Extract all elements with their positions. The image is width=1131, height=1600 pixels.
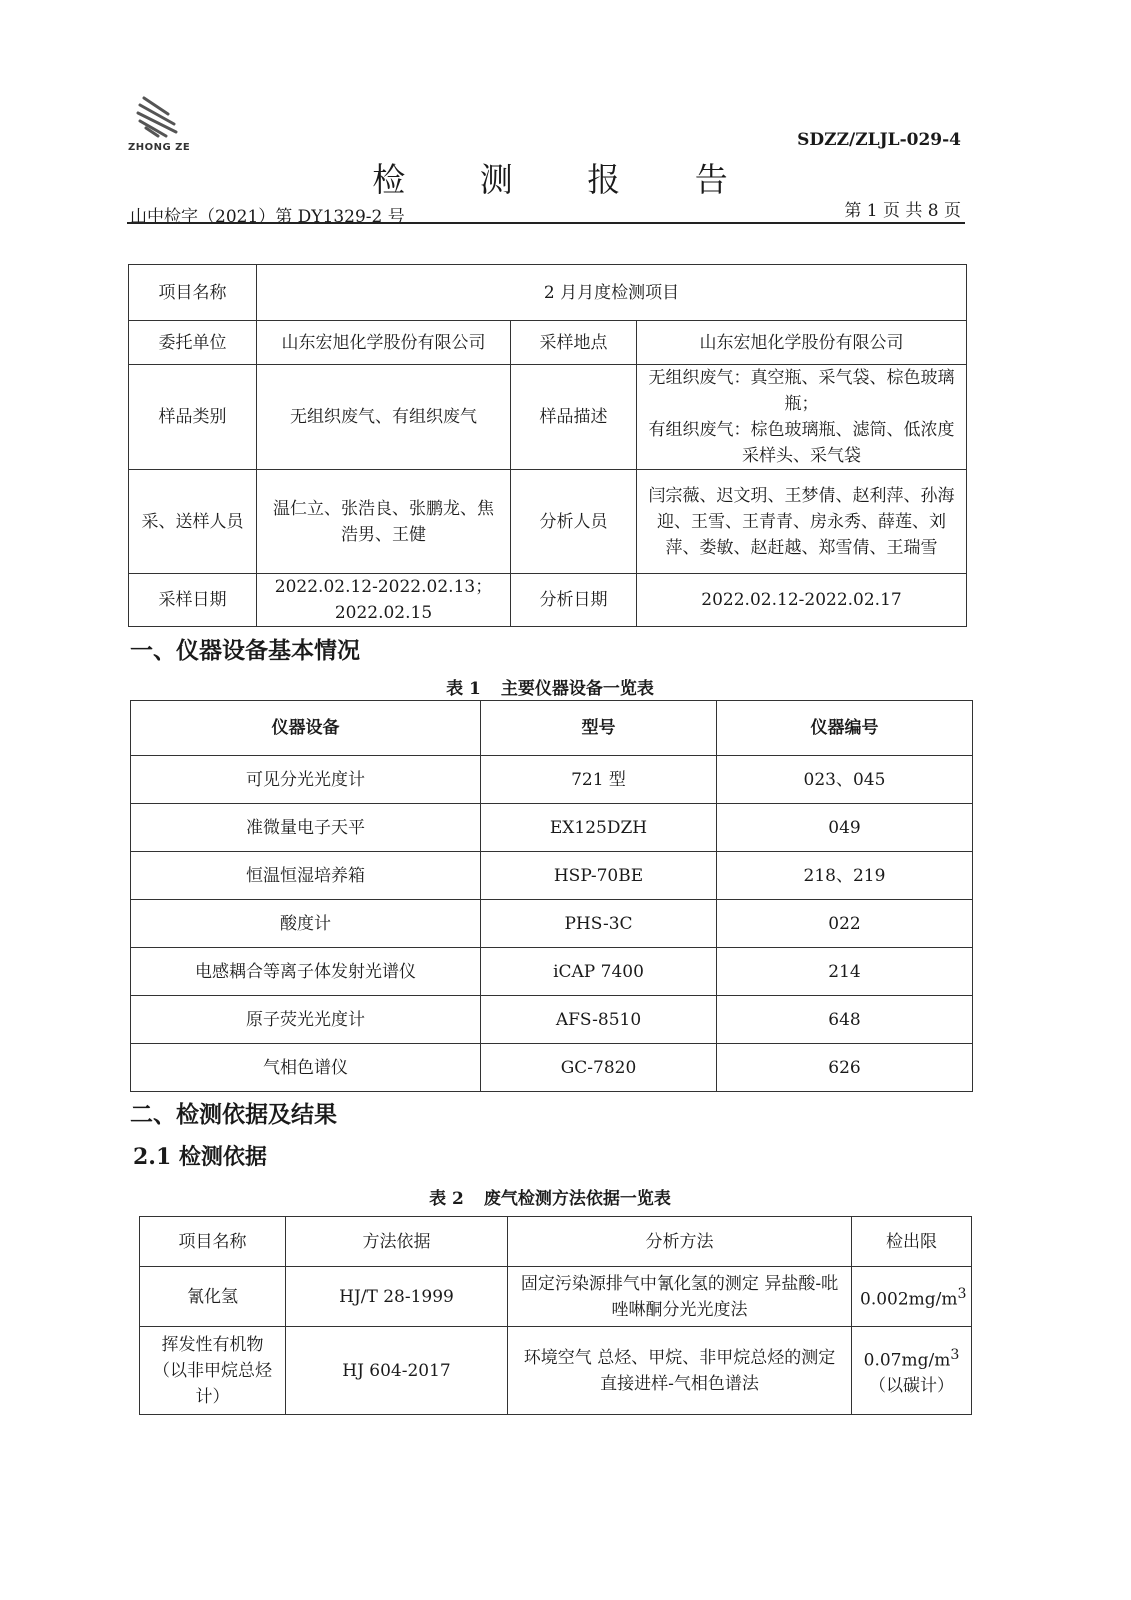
client-label: 委托单位 xyxy=(129,321,257,365)
sample-desc-label: 样品描述 xyxy=(511,365,637,470)
table-row xyxy=(129,574,967,627)
column-header: 检出限 xyxy=(852,1217,972,1267)
client-value: 山东宏旭化学股份有限公司 xyxy=(257,321,511,365)
equipment-name: 准微量电子天平 xyxy=(131,804,481,852)
equipment-model: HSP-70BE xyxy=(481,852,717,900)
equipment-name: 酸度计 xyxy=(131,900,481,948)
table-row xyxy=(129,365,967,470)
table-caption xyxy=(0,1184,1100,1209)
table-row xyxy=(140,1327,972,1415)
method-table xyxy=(139,1216,972,1415)
detection-limit-value: 0.07mg/m xyxy=(863,1350,951,1371)
logo-stripes-icon xyxy=(134,96,186,140)
sample-type-value: 无组织废气、有组织废气 xyxy=(257,365,511,470)
detection-limit-value: 0.002mg/m xyxy=(860,1289,958,1310)
detection-limit-unit-power: 3 xyxy=(950,1346,960,1363)
method-standard: HJ 604-2017 xyxy=(286,1327,508,1415)
table-caption-text: 废气检测方法依据一览表 xyxy=(483,1189,671,1209)
detection-limit xyxy=(852,1267,972,1327)
equipment-id: 022 xyxy=(717,900,973,948)
sampling-date-line: 2022.02.15 xyxy=(334,603,433,623)
column-header: 方法依据 xyxy=(286,1217,508,1267)
item-name: 氰化氢 xyxy=(140,1267,286,1327)
table-row xyxy=(131,852,973,900)
table-row xyxy=(131,756,973,804)
subsection-heading: 2.1 检测依据 xyxy=(133,1144,267,1170)
equipment-model: AFS-8510 xyxy=(481,996,717,1044)
equipment-name: 可见分光光度计 xyxy=(131,756,481,804)
table-row xyxy=(131,996,973,1044)
header-rule xyxy=(127,222,965,224)
equipment-table xyxy=(130,700,973,1092)
analysis-date-value: 2022.02.12-2022.02.17 xyxy=(637,574,967,627)
equipment-id: 023、045 xyxy=(717,756,973,804)
detection-limit xyxy=(852,1327,972,1415)
equipment-name: 恒温恒湿培养箱 xyxy=(131,852,481,900)
equipment-name: 气相色谱仪 xyxy=(131,1044,481,1092)
sample-desc-line: 有组织废气：棕色玻璃瓶、滤筒、低浓度采样头、采气袋 xyxy=(648,420,955,466)
sample-type-label: 样品类别 xyxy=(129,365,257,470)
column-header: 仪器编号 xyxy=(717,701,973,756)
company-logo xyxy=(128,96,198,158)
equipment-id: 049 xyxy=(717,804,973,852)
report-number: 山中检字（2021）第 DY1329-2 号 xyxy=(130,207,405,227)
equipment-model: 721 型 xyxy=(481,756,717,804)
detection-limit-note: （以碳计） xyxy=(869,1376,954,1397)
analysis-method: 固定污染源排气中氰化氢的测定 异盐酸-吡唑啉酮分光光度法 xyxy=(508,1267,852,1327)
sample-desc-value xyxy=(637,365,967,470)
equipment-id: 214 xyxy=(717,948,973,996)
equipment-model: PHS-3C xyxy=(481,900,717,948)
item-name: 挥发性有机物（以非甲烷总烃计） xyxy=(140,1327,286,1415)
sampling-date-value xyxy=(257,574,511,627)
analyst-label: 分析人员 xyxy=(511,470,637,574)
section-heading: 二、检测依据及结果 xyxy=(130,1101,337,1128)
equipment-name: 电感耦合等离子体发射光谱仪 xyxy=(131,948,481,996)
table-header-row xyxy=(131,701,973,756)
table-caption-text: 主要仪器设备一览表 xyxy=(500,679,654,699)
column-header: 型号 xyxy=(481,701,717,756)
detection-limit-unit-power: 3 xyxy=(957,1285,967,1302)
table-row xyxy=(129,265,967,321)
equipment-model: EX125DZH xyxy=(481,804,717,852)
table-header-row xyxy=(140,1217,972,1267)
section-heading: 一、仪器设备基本情况 xyxy=(130,637,360,664)
equipment-id: 626 xyxy=(717,1044,973,1092)
sampling-date-line: 2022.02.12-2022.02.13； xyxy=(274,577,493,597)
column-header: 项目名称 xyxy=(140,1217,286,1267)
table-row xyxy=(140,1267,972,1327)
table-caption-number: 表 2 xyxy=(429,1189,464,1209)
sample-desc-line: 无组织废气：真空瓶、采气袋、棕色玻璃瓶； xyxy=(648,368,955,414)
sampling-date-label: 采样日期 xyxy=(129,574,257,627)
analyst-value: 闫宗薇、迟文玥、王梦倩、赵利萍、孙海迎、王雪、王青青、房永秀、薛莲、刘萍、娄敏、赵赶越、郑雪倩、王瑞雪 xyxy=(637,470,967,574)
sampling-site-label: 采样地点 xyxy=(511,321,637,365)
document-code: SDZZ/ZLJL-029-4 xyxy=(797,130,961,150)
table-caption xyxy=(0,674,1100,699)
analysis-date-label: 分析日期 xyxy=(511,574,637,627)
sampling-site-value: 山东宏旭化学股份有限公司 xyxy=(637,321,967,365)
equipment-id: 218、219 xyxy=(717,852,973,900)
equipment-model: iCAP 7400 xyxy=(481,948,717,996)
column-header: 分析方法 xyxy=(508,1217,852,1267)
table-row xyxy=(131,900,973,948)
table-caption-number: 表 1 xyxy=(446,679,481,699)
table-row xyxy=(131,948,973,996)
table-row xyxy=(131,1044,973,1092)
project-name-value: 2 月月度检测项目 xyxy=(257,265,967,321)
sampler-label: 采、送样人员 xyxy=(129,470,257,574)
analysis-method: 环境空气 总烃、甲烷、非甲烷总烃的测定 直接进样-气相色谱法 xyxy=(508,1327,852,1415)
sampler-value: 温仁立、张浩良、张鹏龙、焦浩男、王健 xyxy=(257,470,511,574)
method-standard: HJ/T 28-1999 xyxy=(286,1267,508,1327)
table-row xyxy=(129,470,967,574)
table-row xyxy=(129,321,967,365)
equipment-name: 原子荧光光度计 xyxy=(131,996,481,1044)
equipment-model: GC-7820 xyxy=(481,1044,717,1092)
equipment-id: 648 xyxy=(717,996,973,1044)
project-info-table xyxy=(128,264,967,627)
page-number: 第 1 页 共 8 页 xyxy=(844,201,961,221)
project-name-label: 项目名称 xyxy=(129,265,257,321)
logo-text: ZHONG ZE xyxy=(128,142,191,153)
report-title: 检 测 报 告 xyxy=(372,160,760,199)
table-row xyxy=(131,804,973,852)
column-header: 仪器设备 xyxy=(131,701,481,756)
